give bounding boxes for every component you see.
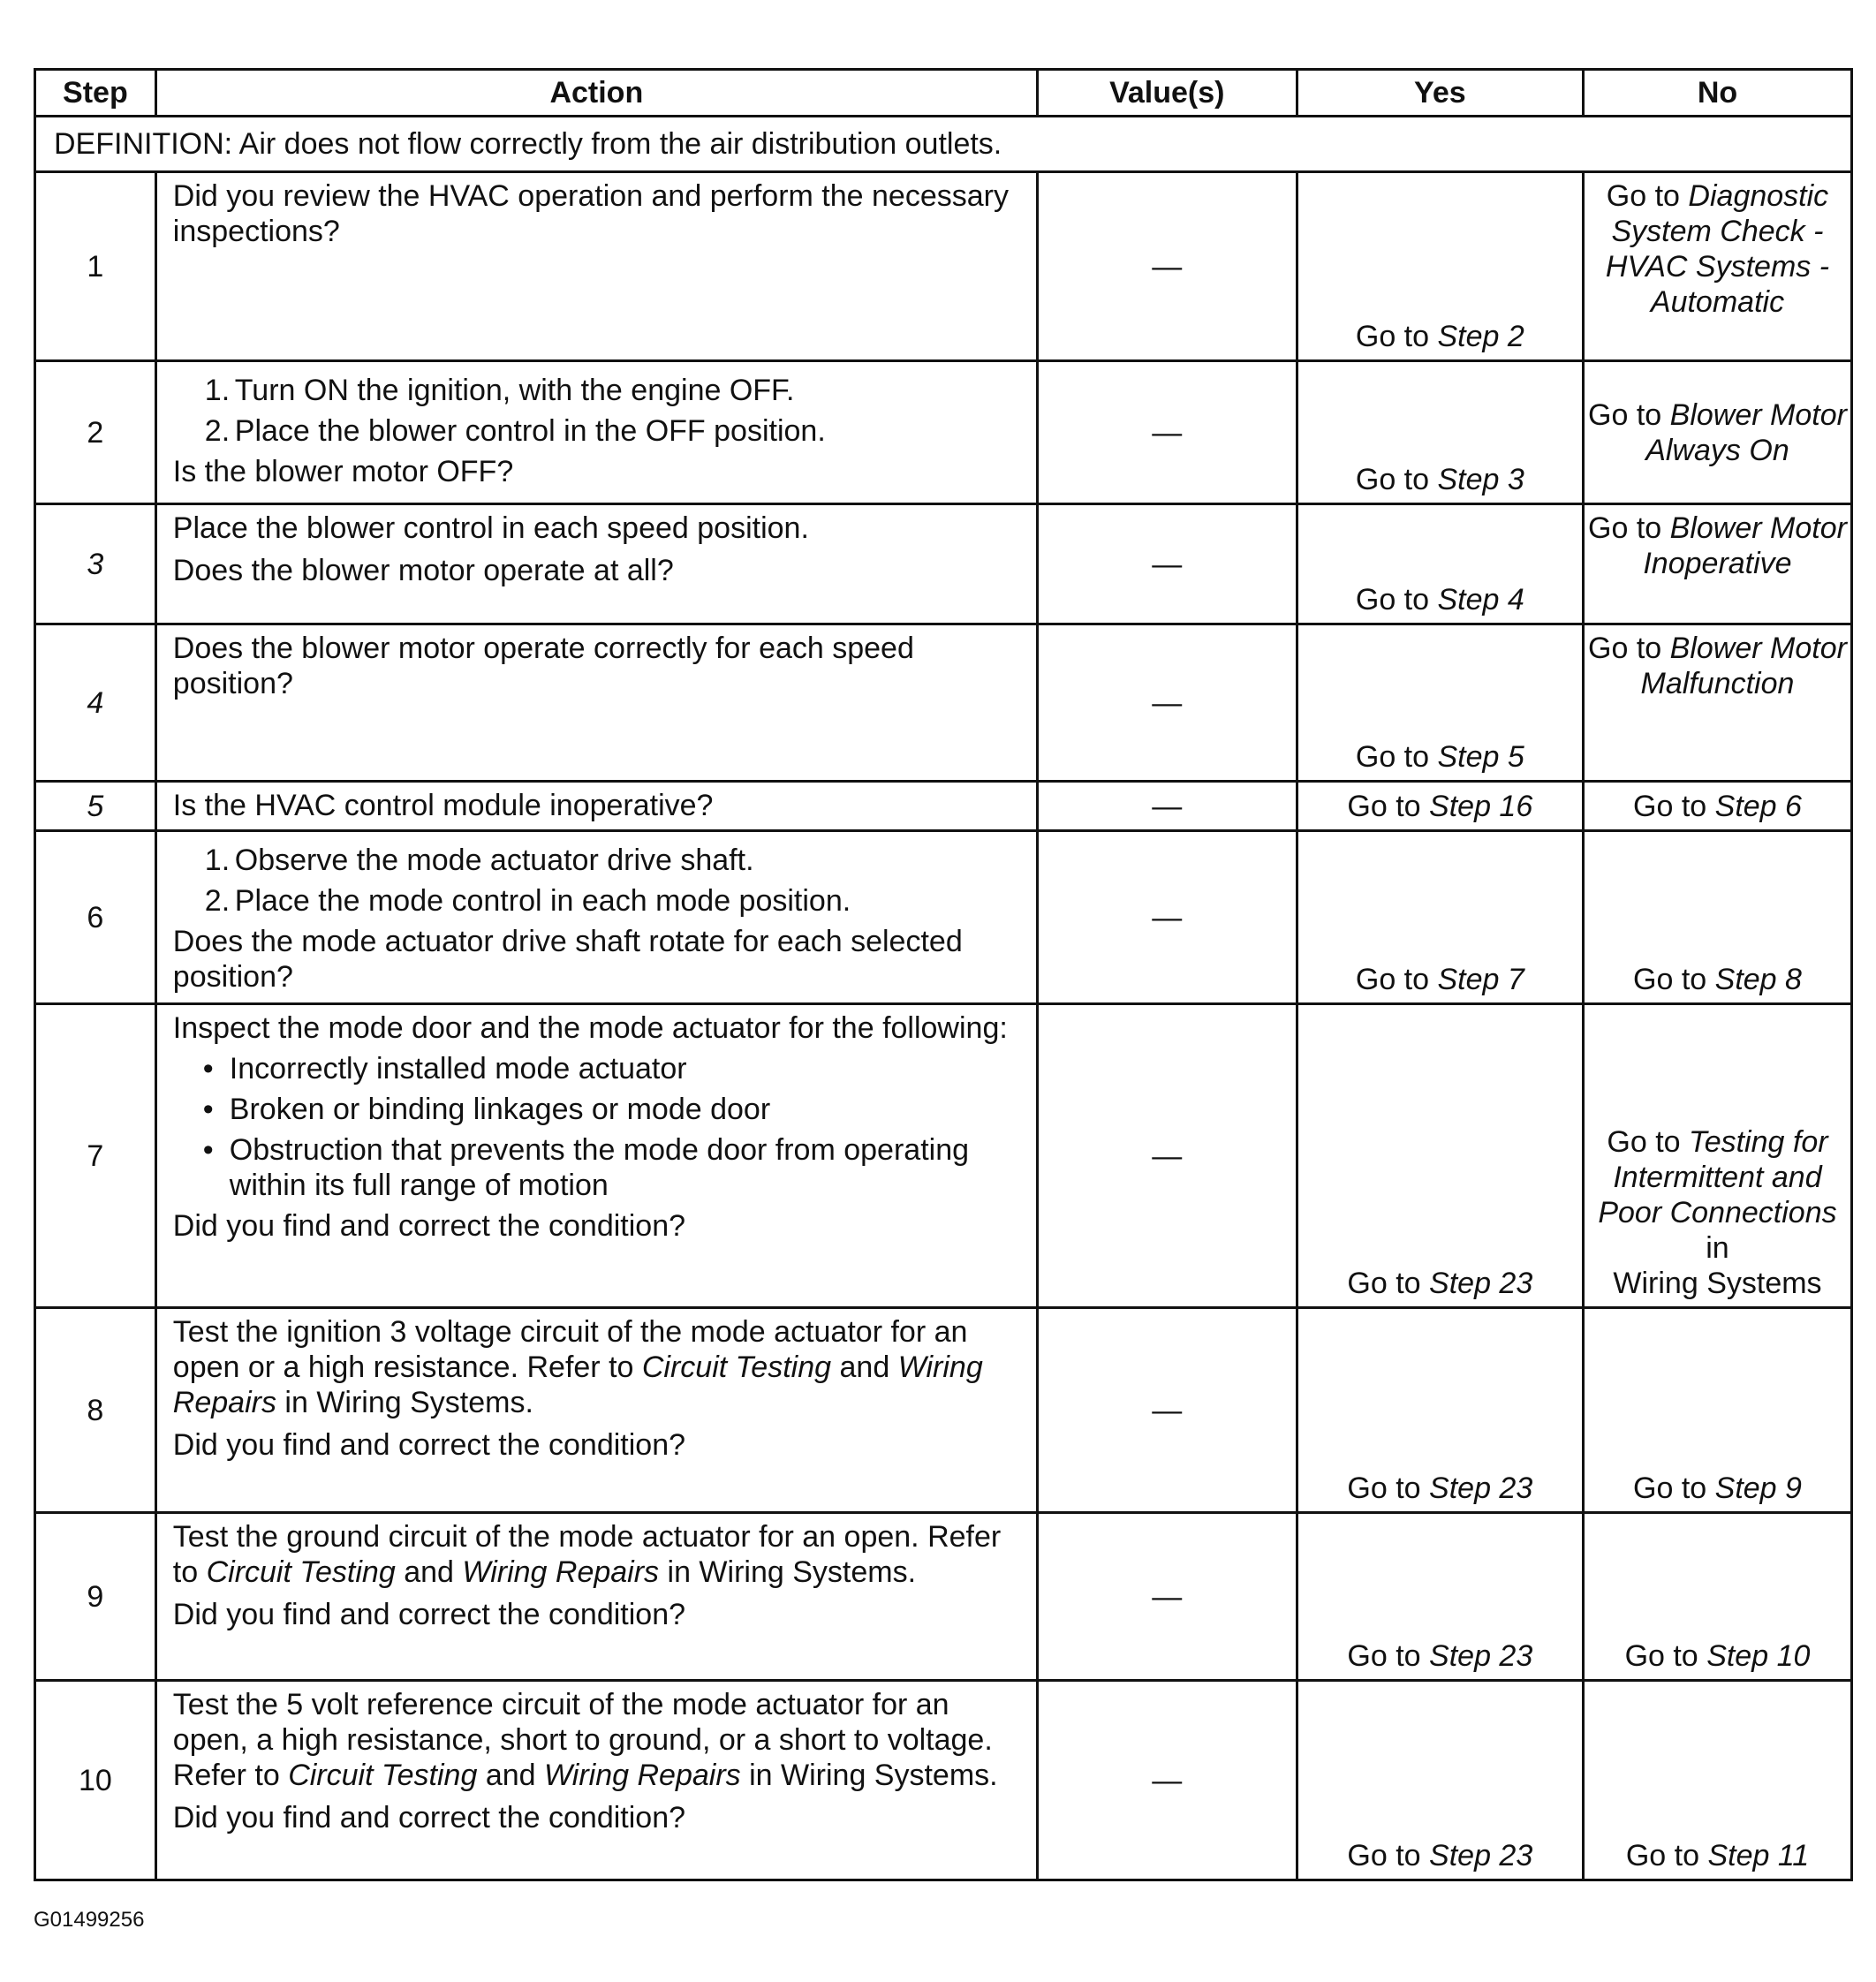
yes-link[interactable]: Step 5: [1437, 740, 1524, 774]
go-to-label: Go to: [1355, 320, 1430, 353]
action-cell: [155, 172, 1037, 361]
yes-cell: [1297, 172, 1583, 361]
no-cell: Go to Blower Motor Malfunction: [1583, 624, 1851, 782]
action-cell: [155, 624, 1037, 782]
table-row: [35, 172, 1852, 361]
list-item: 1. Turn ON the ignition, with the engine OFF.: [204, 374, 795, 407]
yes-link[interactable]: Step 23: [1429, 1639, 1533, 1673]
value-cell: —: [1037, 1513, 1297, 1681]
action-text: Test the 5 volt reference circuit of the mode actuator for an open, a high resistance, short to ground, or a short to voltage. Refer to Circuit Testing and Wiring Repairs in Wiring Systems.: [172, 1688, 998, 1792]
step-number: 10: [35, 1681, 156, 1880]
bullet-item: • Broken or binding linkages or mode door: [202, 1093, 771, 1126]
yes-cell: Go to Step 23: [1297, 1308, 1583, 1513]
value-cell: —: [1037, 1004, 1297, 1308]
value-cell: —: [1037, 1308, 1297, 1513]
circuit-testing-link[interactable]: Circuit Testing: [641, 1350, 832, 1384]
no-link[interactable]: Testing for Intermittent and Poor Connections: [1598, 1125, 1837, 1229]
action-question: Does the blower motor operate at all?: [172, 554, 674, 587]
action-text: Did you review the HVAC operation and perform the necessary inspections?: [172, 179, 1009, 248]
no-cell: Go to Step 11: [1583, 1681, 1851, 1880]
value-cell: —: [1037, 831, 1297, 1004]
no-cell: Go to Step 8: [1583, 831, 1851, 1004]
yes-link[interactable]: Step 16: [1429, 789, 1533, 823]
no-cell: Go to Blower Motor Inoperative: [1583, 504, 1851, 624]
step-number: 4: [35, 624, 156, 782]
table-row: [35, 1004, 1852, 1308]
action-text: Inspect the mode door and the mode actuator for the following:: [172, 1011, 1008, 1045]
step-number: 9: [35, 1513, 156, 1681]
definition-text: DEFINITION: Air does not flow correctly from the air distribution outlets.: [35, 117, 1852, 172]
header-row: [35, 70, 1852, 117]
value-cell: —: [1037, 172, 1297, 361]
circuit-testing-link[interactable]: Circuit Testing: [288, 1759, 478, 1792]
no-cell: Go to Testing for Intermittent and Poor Connections in Wiring Systems: [1583, 1004, 1851, 1308]
bullet-item: • Obstruction that prevents the mode door from operating within its full range of motion: [202, 1133, 970, 1202]
yes-cell: Go to Step 3: [1297, 361, 1583, 504]
action-text: Test the ground circuit of the mode actuator for an open. Refer to Circuit Testing and Wiring Repairs in Wiring Systems.: [172, 1520, 1002, 1589]
table-row: [35, 1308, 1852, 1513]
yes-link[interactable]: Step 23: [1429, 1839, 1533, 1872]
yes-link[interactable]: Step 4: [1437, 583, 1524, 617]
no-link[interactable]: Blower Motor Inoperative: [1643, 511, 1847, 580]
step-number: 2: [35, 361, 156, 504]
header-no: No: [1583, 70, 1851, 117]
action-cell: [155, 831, 1037, 1004]
figure-id: G01499256: [34, 1908, 145, 1932]
no-cell: [1583, 172, 1851, 361]
no-link[interactable]: Step 10: [1706, 1639, 1811, 1673]
wiring-repairs-link[interactable]: Wiring Repairs: [544, 1759, 741, 1792]
yes-cell: Go to Step 4: [1297, 504, 1583, 624]
yes-cell: Go to Step 23: [1297, 1681, 1583, 1880]
no-link[interactable]: Diagnostic System Check - HVAC Systems - Automatic: [1605, 179, 1830, 319]
yes-link[interactable]: Step 3: [1437, 463, 1524, 496]
header-yes: Yes: [1297, 70, 1583, 117]
action-text: Is the HVAC control module inoperative?: [172, 789, 714, 822]
value-cell: —: [1037, 782, 1297, 831]
action-cell: [155, 1681, 1037, 1880]
circuit-testing-link[interactable]: Circuit Testing: [206, 1555, 396, 1589]
no-link[interactable]: Step 9: [1714, 1471, 1802, 1505]
no-cell: Go to Step 9: [1583, 1308, 1851, 1513]
action-text: Test the ignition 3 voltage circuit of the mode actuator for an open or a high resistance. Refer to Circuit Testing and Wiring Repairs in Wiring Systems.: [172, 1315, 983, 1419]
step-number: 7: [35, 1004, 156, 1308]
list-item: 2. Place the mode control in each mode position.: [204, 884, 851, 918]
action-question: Does the mode actuator drive shaft rotate for each selected position?: [172, 925, 963, 994]
diagnostic-table: [34, 68, 1853, 1881]
yes-link[interactable]: Step 2: [1437, 320, 1524, 353]
value-cell: —: [1037, 361, 1297, 504]
action-question: Did you find and correct the condition?: [172, 1598, 686, 1631]
action-question: Is the blower motor OFF?: [172, 455, 514, 488]
header-step: Step: [35, 70, 156, 117]
yes-link[interactable]: Step 7: [1437, 963, 1524, 996]
action-question: Did you find and correct the condition?: [172, 1428, 686, 1462]
action-cell: [155, 361, 1037, 504]
action-cell: [155, 1004, 1037, 1308]
table-row: [35, 831, 1852, 1004]
step-number: 3: [35, 504, 156, 624]
table-row: [35, 1513, 1852, 1681]
definition-row: [35, 117, 1852, 172]
header-values: Value(s): [1037, 70, 1297, 117]
header-action: Action: [155, 70, 1037, 117]
action-text: Does the blower motor operate correctly for each speed position?: [172, 632, 914, 700]
table-row: [35, 1681, 1852, 1880]
table-row: [35, 624, 1852, 782]
action-question: Did you find and correct the condition?: [172, 1801, 686, 1834]
table-row: [35, 782, 1852, 831]
no-in-label: in: [1706, 1231, 1729, 1265]
action-question: Did you find and correct the condition?: [172, 1209, 686, 1243]
no-link[interactable]: Blower Motor Always On: [1645, 397, 1847, 467]
action-cell: [155, 1513, 1037, 1681]
yes-cell: Go to Step 23: [1297, 1513, 1583, 1681]
table-row: [35, 504, 1852, 624]
bullet-item: • Incorrectly installed mode actuator: [202, 1052, 687, 1086]
no-cell: Go to Step 10: [1583, 1513, 1851, 1681]
wiring-repairs-link[interactable]: Wiring Repairs: [172, 1350, 983, 1419]
value-cell: —: [1037, 624, 1297, 782]
no-link[interactable]: Step 8: [1714, 963, 1802, 996]
step-number: 6: [35, 831, 156, 1004]
no-link[interactable]: Step 6: [1714, 789, 1802, 823]
list-item: 1. Observe the mode actuator drive shaft.: [204, 843, 754, 877]
action-cell: [155, 782, 1037, 831]
table-row: [35, 361, 1852, 504]
action-cell: [155, 1308, 1037, 1513]
step-number: 1: [35, 172, 156, 361]
list-item: 2. Place the blower control in the OFF position.: [204, 414, 826, 448]
wiring-repairs-link[interactable]: Wiring Repairs: [462, 1555, 660, 1589]
step-number: 8: [35, 1308, 156, 1513]
yes-cell: Go to Step 7: [1297, 831, 1583, 1004]
yes-cell: Go to Step 23: [1297, 1004, 1583, 1308]
action-text: Place the blower control in each speed position.: [172, 511, 809, 545]
yes-cell: Go to Step 5: [1297, 624, 1583, 782]
go-to-label: Go to: [1606, 179, 1680, 213]
no-suffix: Wiring Systems: [1613, 1267, 1822, 1300]
step-number: 5: [35, 782, 156, 831]
no-link[interactable]: Blower Motor Malfunction: [1640, 632, 1847, 700]
no-cell: Go to Blower Motor Always On: [1583, 361, 1851, 504]
no-link[interactable]: Step 11: [1707, 1839, 1810, 1872]
action-cell: [155, 504, 1037, 624]
yes-link[interactable]: Step 23: [1429, 1267, 1533, 1300]
value-cell: —: [1037, 504, 1297, 624]
yes-cell: Go to Step 16: [1297, 782, 1583, 831]
value-cell: —: [1037, 1681, 1297, 1880]
yes-link[interactable]: Step 23: [1429, 1471, 1533, 1505]
no-cell: Go to Step 6: [1583, 782, 1851, 831]
